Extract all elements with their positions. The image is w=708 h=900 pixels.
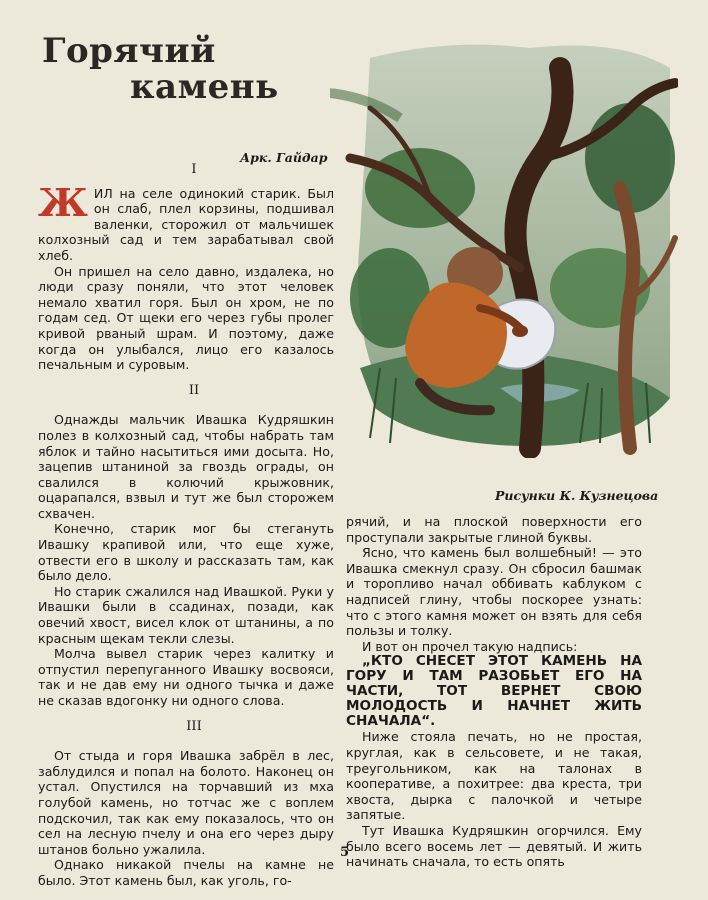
paragraph-text: ИЛ на селе одинокий старик. Был он слаб, плел корзины, подшивал валенки, сторожил от мальчишек колхозный сад и тем зарабатывал свой хлеб. [38,185,334,263]
paragraph: Ниже стояла печать, но не простая, круглая, как в сельсовете, и не такая, треугольником, как на талонах в кооперативе, а похитрее: два креста, три хвоста, дырка с палочкой и четыре запятые. [346,729,642,823]
paragraph [38,179,334,264]
paragraph: Ясно, что камень был волшебный! — это Ивашка смекнул сразу. Он сбросил башмак и торопливо начал оббивать каблуком с надписей глину, чтобы поскорее узнать: что с этого камня может он взять для себя пользы и толку. [346,545,642,639]
paragraph: Однажды мальчик Ивашка Кудряшкин полез в колхозный сад, чтобы набрать там яблок и тайно насытиться ими досыта. Но, зацепив штаниной за гвоздь ограды, он свалился в колючий крыжовник, оцарапался, взвыл и тут же был сторожем схвачен. [38,412,334,521]
title-line-1: Горячий [42,31,216,71]
illustration-credit: Рисунки К. Кузнецова [495,488,659,503]
section-heading-2: II [188,382,200,398]
paragraph: Он пришел на село давно, издалека, но люди сразу поняли, что этот человек немало хватил горя. Был он хром, не по годам сед. От щеки его через губы пролег кривой рваный шрам. И поэтому, даже когда он улыбался, лицо его казалось печальным и суровым. [38,263,334,373]
drop-cap: Ж [38,179,88,225]
page-number: 5 [340,845,350,860]
section-heading-1: I [191,162,197,177]
author-byline: Арк. Гайдар [240,150,328,165]
paragraph: И вот он прочел такую надпись: [362,638,578,654]
paragraph: Однако никакой пчелы на камне не было. Этот камень был, как уголь, го- [38,857,334,888]
section-heading-3: III [186,718,202,734]
forest-illustration [330,38,678,458]
stone-inscription: „КТО СНЕСЕТ ЭТОТ КАМЕНЬ НА ГОРУ И ТАМ РАЗОБЬЕТ ЕГО НА ЧАСТИ, ТОТ ВЕРНЕТ СВОЮ МОЛОДОСТЬ И НАЧНЕТ ЖИТЬ СНАЧАЛА“. [346,653,642,730]
paragraph: Тут Ивашка Кудряшкин огорчился. Ему было всего восемь лет — девятый. И жить начинать сначала, то есть опять [346,822,642,870]
right-column [346,514,642,870]
paragraph: Но старик сжалился над Ивашкой. Руки у Ивашки были в ссадинах, позади, как овечий хвост, висел клок от штанины, а по красным щекам текли слезы. [38,583,334,646]
story-title [42,31,279,107]
paragraph: Молча вывел старик через калитку и отпустил перепуганного Ивашку восвояси, так и не дав ему ни одного тычка и даже не сказав вдогонку ни одного слова. [38,646,334,708]
paragraph: От стыда и горя Ивашка забрёл в лес, заблудился и попал на болото. Наконец он устал. Опустился на торчавший из мха голубой камень, но тотчас же с воплем подскочил, так как ему показалось, что он сел на лесную пчелу и она его через дыру штанов больно ужалила. [38,748,334,857]
left-column [38,162,334,889]
paragraph: Конечно, старик мог бы стегануть Ивашку крапивой или, что еще хуже, отвести его в школу и рассказать там, как было дело. [38,521,334,584]
paragraph: рячий, и на плоской поверхности его проступали закрытые глиной буквы. [346,514,642,545]
title-line-2: камень [130,67,279,107]
